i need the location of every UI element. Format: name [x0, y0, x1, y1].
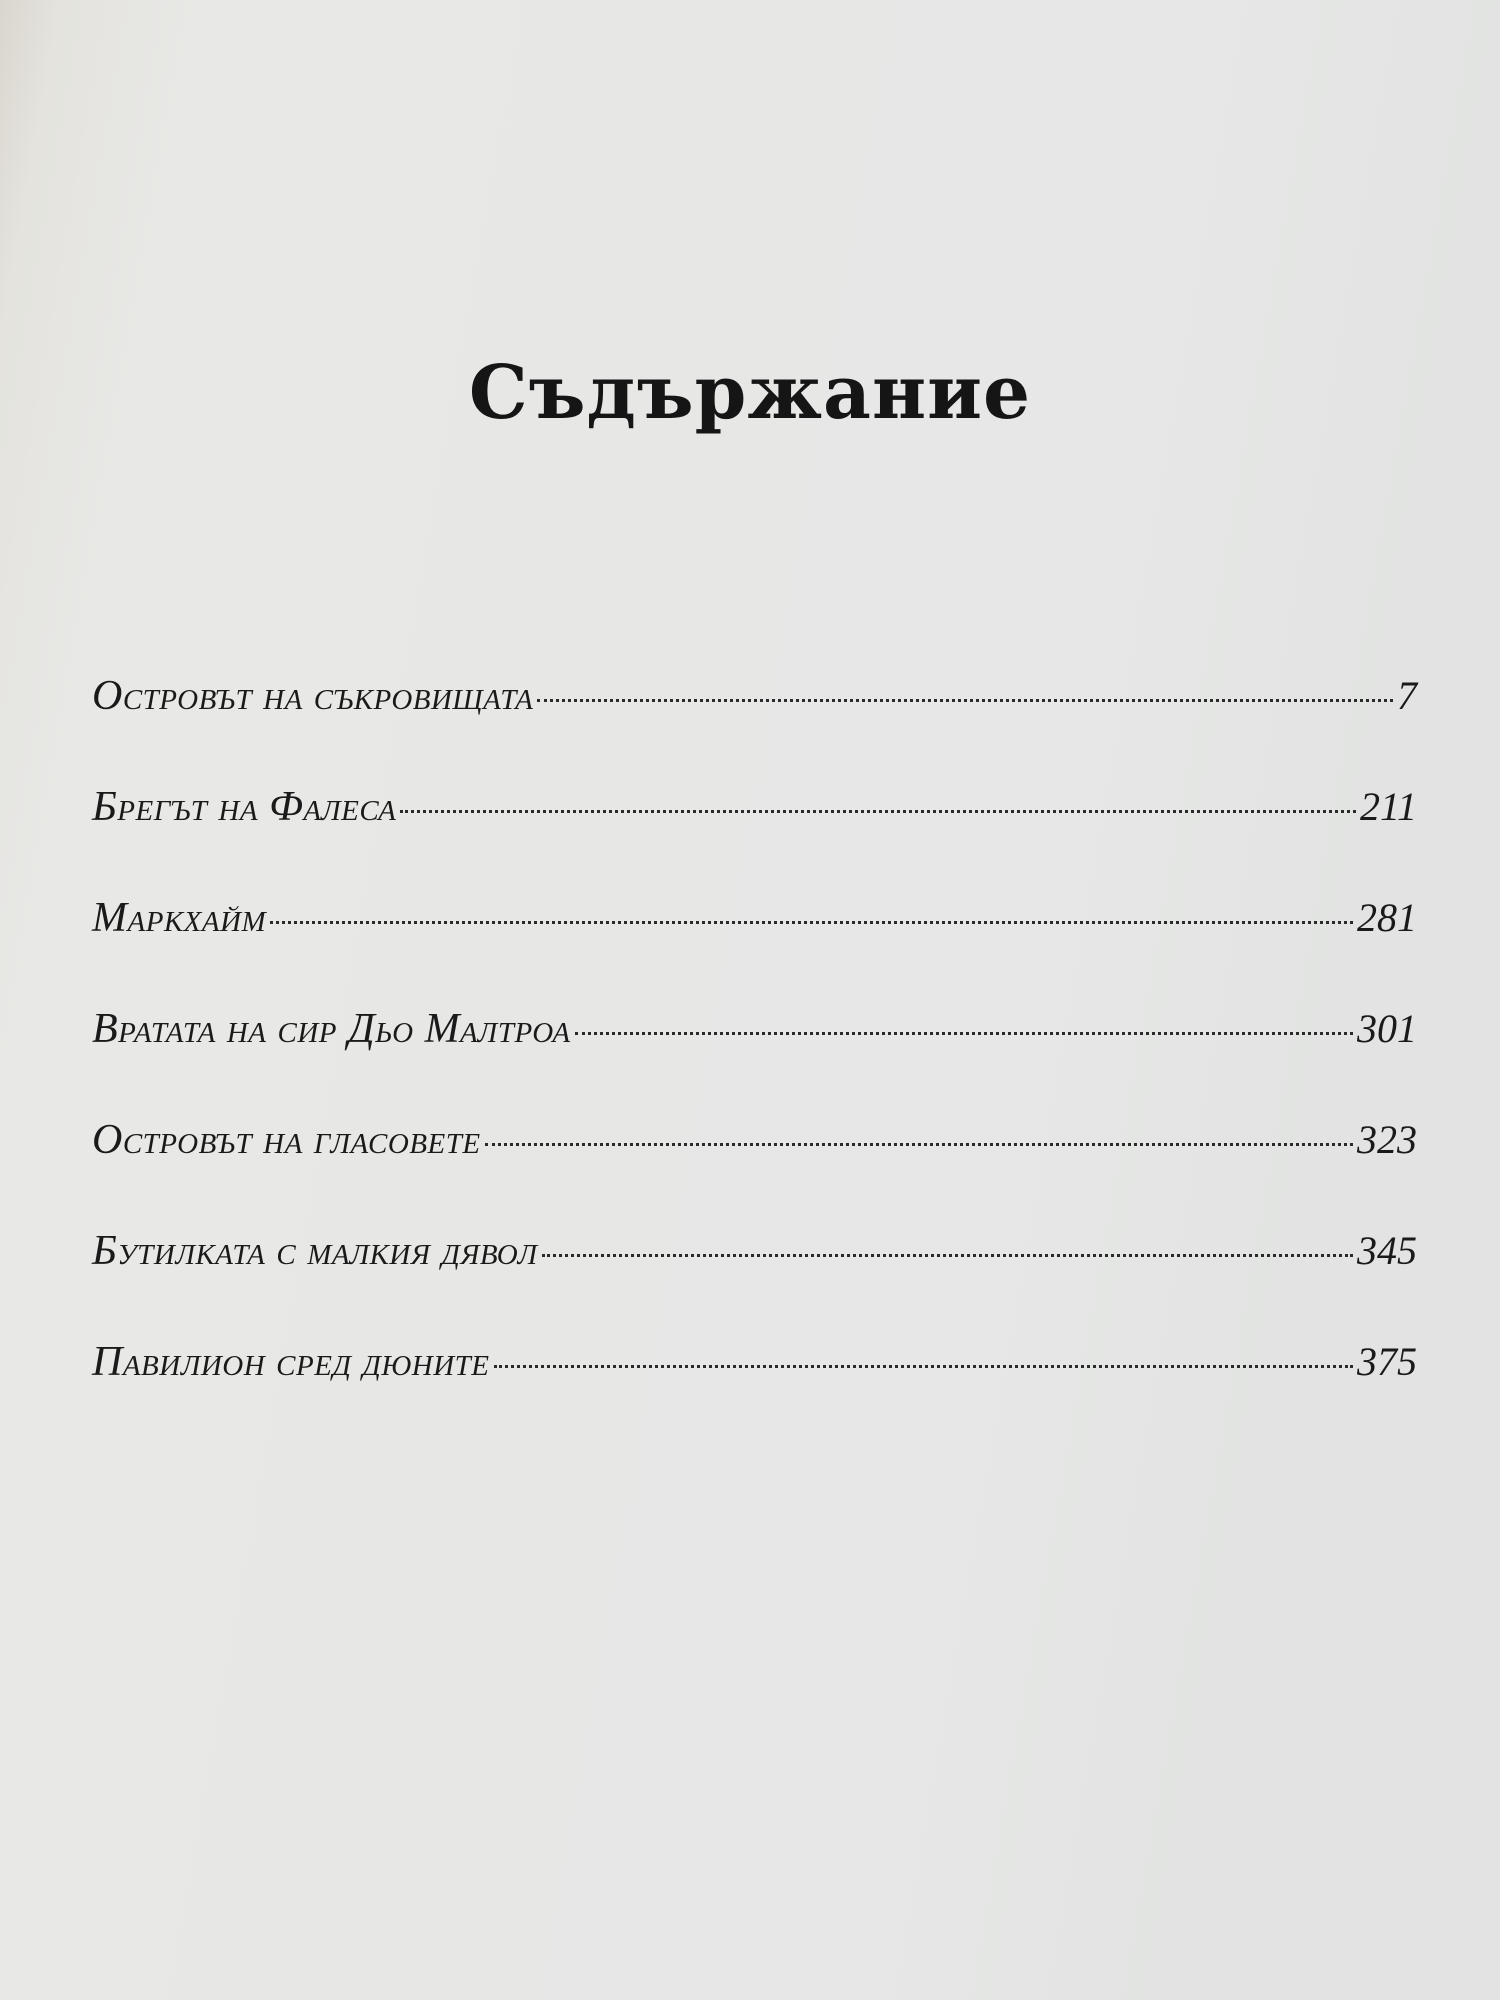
toc-entry — [92, 783, 1417, 894]
dot-leader — [485, 1143, 1353, 1146]
page-title: Съдържание — [468, 349, 1032, 436]
toc-page-number: 281 — [1357, 895, 1417, 940]
dot-leader — [575, 1032, 1353, 1035]
toc-entry — [92, 1338, 1417, 1449]
toc-page-number: 375 — [1357, 1339, 1417, 1384]
toc-entry — [92, 1116, 1417, 1227]
toc-entry — [92, 1227, 1417, 1338]
toc-entry-title: Вратата на сир Дьо Малтроа — [92, 1006, 571, 1052]
dot-leader — [400, 810, 1356, 813]
toc-page-number: 7 — [1397, 673, 1417, 718]
dot-leader — [494, 1365, 1353, 1368]
toc-entry-title: Маркхайм — [92, 895, 267, 941]
toc-entry-title: Павилион сред дюните — [92, 1339, 490, 1385]
toc-page-number: 301 — [1357, 1006, 1417, 1051]
toc-page-number: 211 — [1359, 784, 1417, 829]
toc-entry-title: Островът на гласовете — [92, 1117, 481, 1163]
table-of-contents — [92, 672, 1417, 1449]
toc-entry — [92, 672, 1417, 783]
toc-entry-title: Бутилката с малкия дявол — [92, 1228, 538, 1274]
dot-leader — [270, 921, 1353, 924]
toc-page-number: 345 — [1357, 1228, 1417, 1273]
toc-entry — [92, 1005, 1417, 1116]
toc-entry-title: Брегът на Фалеса — [92, 784, 397, 830]
toc-page-number: 323 — [1357, 1117, 1417, 1162]
toc-entry-title: Островът на съкровищата — [92, 673, 534, 719]
toc-entry — [92, 894, 1417, 1005]
dot-leader — [542, 1254, 1353, 1257]
dot-leader — [537, 699, 1393, 702]
